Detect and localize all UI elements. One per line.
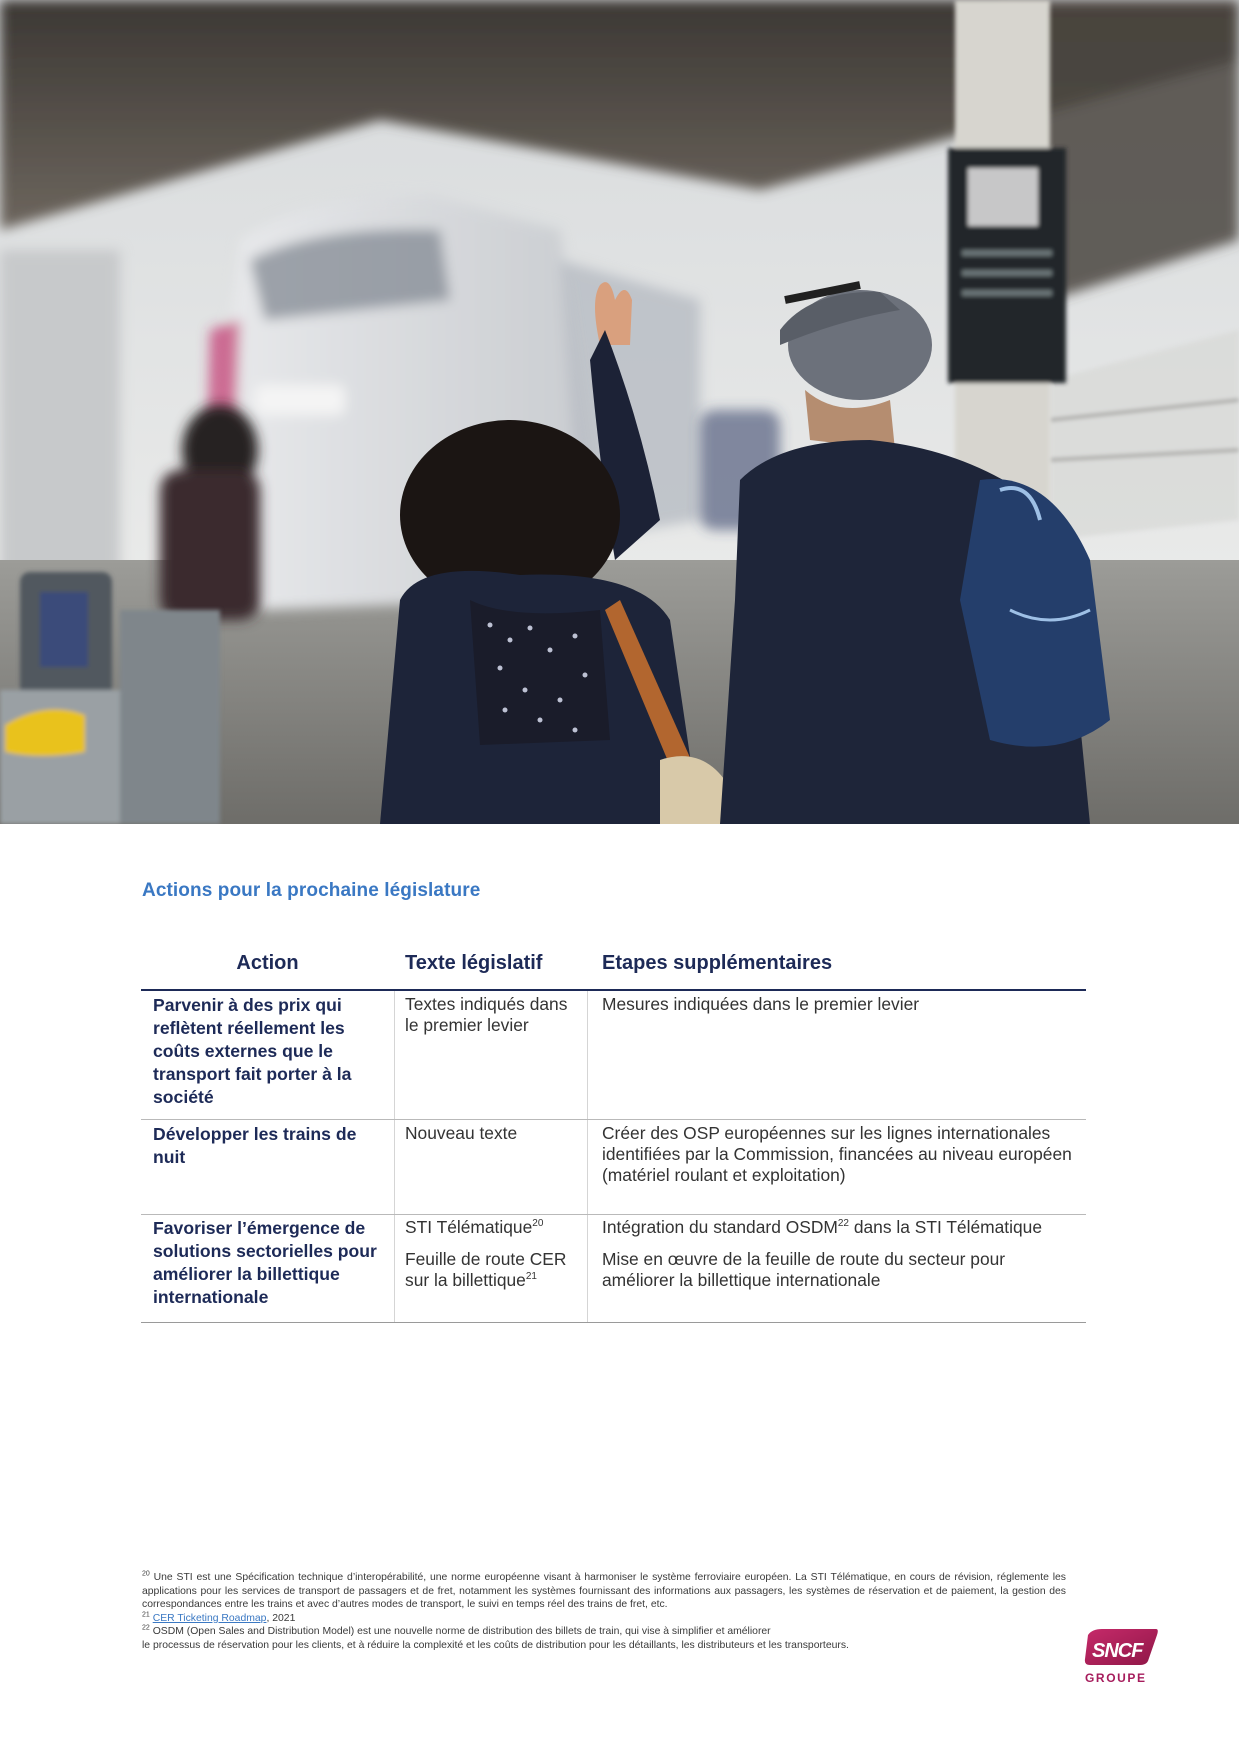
actions-table [141,946,1086,1323]
column-divider [587,1120,588,1214]
texte-item: Feuille de route CER sur la billettique$^{21}$ [405,1249,567,1290]
footnote-ref: 21 [525,1271,537,1283]
footnotes [142,1571,1066,1653]
row-texte-cell [405,1217,585,1291]
column-divider [394,991,395,1119]
header-action: Action [236,952,299,974]
column-divider [394,1215,395,1322]
row-etapes-cell [602,1217,1072,1291]
logo-wordmark: SNCF [1092,1640,1143,1662]
row-action-cell: Parvenir à des prix qui reflètent réellement les coûts externes que le transport fait porter à la société [153,995,352,1107]
texte-item: Nouveau texte [405,1123,518,1143]
texte-item: STI Télématique$^{20}$ [405,1217,544,1237]
table-header-row [141,946,1086,991]
table-row [141,991,1086,1120]
hero-photo [0,0,1239,824]
logo-groupe-label: GROUPE [1085,1671,1147,1685]
etape-item: Créer des OSP européennes sur les lignes internationales identifiées par la Commission, financées au niveau européen (matériel roulant et exploitation) [602,1123,1072,1185]
section-title: Actions pour la prochaine législature [142,880,481,901]
footnote-22: $^{22}$ OSDM (Open Sales and Distribution Model) est une nouvelle norme de distribution des billets de train, qui vise à simplifier et améliorer le processus de réservation pour les clients, et à réduire la complexité et les coûts de distribution pour les détaillants, les distributeurs et les transporteurs. [142,1624,849,1651]
row-etapes-cell [602,994,1072,1015]
column-divider [587,1215,588,1322]
etape-item: Intégration du standard OSDM$^{22}$ dans la STI Télématique [602,1217,1043,1237]
cer-ticketing-roadmap-link[interactable]: CER Ticketing Roadmap [152,1612,267,1624]
row-texte-cell [405,1123,585,1144]
row-action-cell: Développer les trains de nuit [153,1124,357,1167]
column-divider [394,1120,395,1214]
row-action-cell: Favoriser l’émergence de solutions sectorielles pour améliorer la billettique internationale [153,1218,377,1307]
header-texte-legislatif: Texte législatif [405,952,543,974]
etape-item: Mise en œuvre de la feuille de route du secteur pour améliorer la billettique internationale [602,1249,1006,1290]
row-etapes-cell [602,1123,1072,1186]
texte-item: Textes indiqués dans le premier levier [405,994,568,1035]
footnote-ref: 20 [532,1218,544,1230]
footnote-20: $^{20}$ Une STI est une Spécification technique d’interopérabilité, une norme européenne visant à harmoniser le système ferroviaire européen. La STI Télématique, en cours de révision, réglemente les applications pour les services de transport de passagers et de fret, notamment les systèmes fournissant des informations aux passagers, les systèmes de réservation et de paiement, la gestion des correspondances entre les trains et avec d’autres modes de transport, le suivi en temps réel des trains de fret, etc. [142,1570,1066,1611]
footnote-21: $^{21}$ CER Ticketing Roadmap, 2021 [142,1611,296,1624]
column-divider [587,991,588,1119]
table-row [141,1215,1086,1323]
station-platform-illustration [0,0,1239,824]
row-texte-cell [405,994,585,1036]
footnote-ref: 22 [837,1218,849,1230]
table-row [141,1120,1086,1215]
header-etapes-supplementaires: Etapes supplémentaires [602,952,833,974]
etape-item: Mesures indiquées dans le premier levier [602,994,920,1014]
